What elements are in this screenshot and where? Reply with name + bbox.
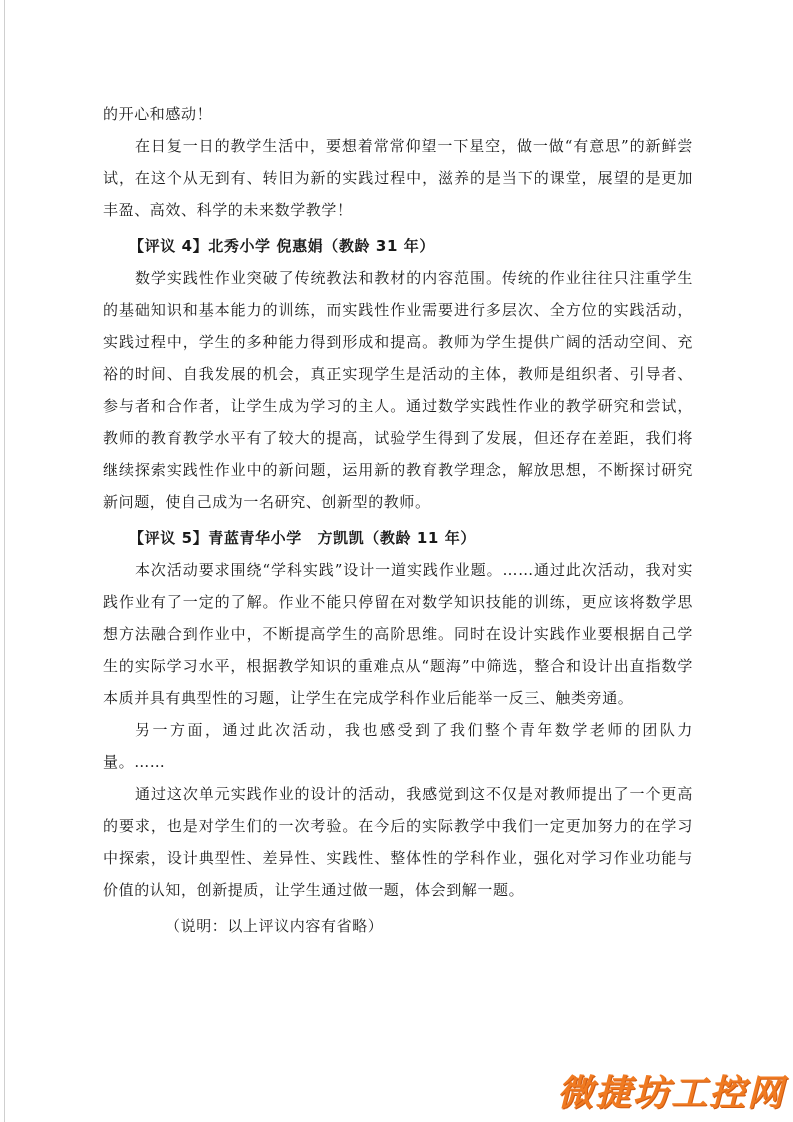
site-watermark-logo: 微捷坊工控网 <box>556 1073 785 1114</box>
comment4-heading: 【评议 4】北秀小学 倪惠娟（教龄 31 年） <box>129 237 436 255</box>
comment5-heading: 【评议 5】青蓝青华小学 方凯凯（教龄 11 年） <box>129 529 476 547</box>
comment5-paragraph-1: 本次活动要求围绕“学科实践”设计一道实践作业题。……通过此次活动，我对实践作业有了一定的了解。作业不能只停留在对数学知识技能的训练，更应该将数学思想方法融合到作业中，不断提高学生的高阶思维。同时在设计实践作业要根据自己学生的实际学习水平，根据教学知识的重难点从“题海”中筛选，整合和设计出直指数学本质并具有典型性的习题，让学生在完成学科作业后能举一反三、触类旁通。 <box>103 561 693 707</box>
opening-line: 的开心和感动！ <box>103 105 213 123</box>
page-edge-line <box>4 0 5 1122</box>
document-body <box>103 98 693 942</box>
opening-paragraph: 在日复一日的教学生活中，要想着常常仰望一下星空，做一做“有意思”的新鲜尝试，在这个从无到有、转旧为新的实践过程中，滋养的是当下的课堂，展望的是更加丰盈、高效、科学的未来数学教学！ <box>103 137 693 219</box>
comment4-body: 数学实践性作业突破了传统教法和教材的内容范围。传统的作业往往只注重学生的基础知识和基本能力的训练，而实践性作业需要进行多层次、全方位的实践活动，实践过程中，学生的多种能力得到形成和提高。教师为学生提供广阔的活动空间、充裕的时间、自我发展的机会，真正实现学生是活动的主体，教师是组织者、引导者、参与者和合作者，让学生成为学习的主人。通过数学实践性作业的教学研究和尝试，教师的教育教学水平有了较大的提高，试验学生得到了发展，但还存在差距，我们将继续探索实践性作业中的新问题，运用新的教育教学理念，解放思想，不断探讨研究新问题，使自己成为一名研究、创新型的教师。 <box>103 269 693 511</box>
comment5-paragraph-3: 通过这次单元实践作业的设计的活动，我感觉到这不仅是对教师提出了一个更高的要求，也是对学生们的一次考验。在今后的实际教学中我们一定更加努力的在学习中探索，设计典型性、差异性、实践性、整体性的学科作业，强化对学习作业功能与价值的认知，创新提质，让学生通过做一题，体会到解一题。 <box>103 785 693 899</box>
omission-note: （说明：以上评议内容有省略） <box>165 917 384 935</box>
comment5-paragraph-2: 另一方面，通过此次活动，我也感受到了我们整个青年数学老师的团队力量。…… <box>103 721 693 771</box>
